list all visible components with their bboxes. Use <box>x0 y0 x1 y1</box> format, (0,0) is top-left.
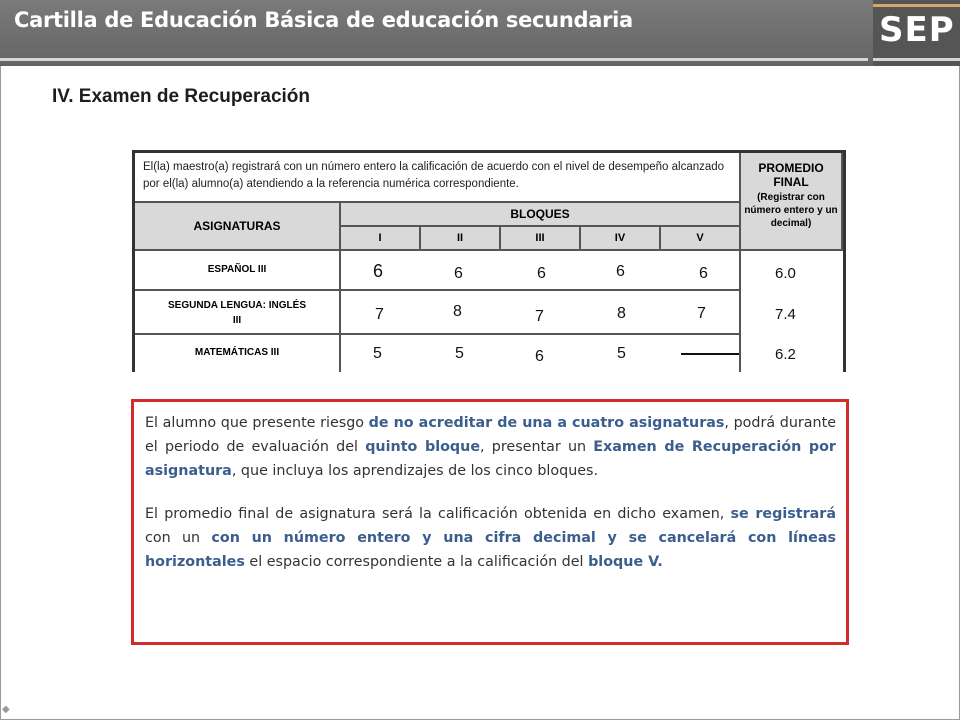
notice-text: el espacio correspondiente a la calificación del <box>244 554 589 570</box>
section-title: IV. Examen de Recuperación <box>52 86 311 107</box>
notice-box <box>131 399 849 645</box>
grade-espanol-2: 6 <box>454 265 463 282</box>
grade-espanol-1: 6 <box>373 261 384 281</box>
subject-matematicas: MATEMÁTICAS III <box>135 335 341 372</box>
grade-espanol-3: 6 <box>537 265 546 282</box>
grade-table <box>132 150 846 372</box>
promedio-title: PROMEDIO FINAL <box>758 161 824 189</box>
notice-text: El promedio final de asignatura será la calificación obtenida en dicho examen, <box>145 506 731 522</box>
notice-highlight: bloque V. <box>588 554 663 570</box>
final-ingles: 7.4 <box>775 306 796 323</box>
table-description: El(la) maestro(a) registrará con un número entero la calificación de acuerdo con el nivel de desempeño alcanzado por el(la) alumno(a) atendiendo a la referencia numérica correspondiente. <box>135 153 741 203</box>
notice-highlight: se registrará <box>730 506 836 522</box>
notice-paragraph-2 <box>145 502 836 574</box>
grade-matematicas-2: 5 <box>455 345 464 362</box>
notice-highlight: Examen de Recuperación por asignatura <box>145 439 836 479</box>
bloque-header-5: V <box>661 227 741 251</box>
bloques-header: BLOQUES <box>341 203 741 227</box>
subject-ingles: SEGUNDA LENGUA: INGLÉS III <box>135 291 341 335</box>
notice-text: con un <box>145 530 212 546</box>
notice-highlight: quinto bloque <box>365 439 481 455</box>
grade-ingles-2: 8 <box>453 303 462 320</box>
grade-ingles-3: 7 <box>535 308 544 325</box>
slide-corner-icon: ◆ <box>2 704 10 715</box>
header-title: Cartilla de Educación Básica de educación secundaria <box>14 8 633 32</box>
grade-ingles-4: 8 <box>617 305 626 322</box>
sep-logo <box>873 0 960 66</box>
final-matematicas: 6.2 <box>775 346 796 363</box>
grade-espanol-4: 6 <box>616 263 625 280</box>
grade-matematicas-4: 5 <box>617 345 626 362</box>
cancel-line <box>681 353 739 355</box>
asignaturas-header: ASIGNATURAS <box>135 203 341 251</box>
grade-matematicas-3: 6 <box>535 348 544 365</box>
notice-text: , que incluya los aprendizajes de los cinco bloques. <box>231 463 599 479</box>
promedio-note: (Registrar con número entero y un decimal) <box>744 192 838 229</box>
grade-ingles-5: 7 <box>697 305 706 322</box>
notice-text: , podrá durante el periodo de evaluación del <box>145 415 836 455</box>
header-bar <box>0 0 960 66</box>
notice-text: El alumno que presente riesgo <box>145 415 369 431</box>
bloque-header-2: II <box>421 227 501 251</box>
notice-highlight: con un número entero y una cifra decimal y se cancelará con líneas horizontales <box>145 530 836 570</box>
subject-espanol: ESPAÑOL III <box>135 251 341 291</box>
notice-paragraph-1 <box>145 411 836 483</box>
logo-accent-bar <box>873 4 960 7</box>
bloque-header-1: I <box>341 227 421 251</box>
bloque-header-4: IV <box>581 227 661 251</box>
sep-logo-text: SEP <box>879 10 955 50</box>
bloque-header-3: III <box>501 227 581 251</box>
logo-divider <box>873 58 960 61</box>
final-espanol: 6.0 <box>775 265 796 282</box>
header-divider <box>0 58 868 61</box>
notice-highlight: de no acreditar de una a cuatro asignaturas <box>368 415 725 431</box>
grade-matematicas-1: 5 <box>373 345 382 362</box>
grade-espanol-5: 6 <box>699 265 708 282</box>
promedio-header <box>741 153 843 251</box>
notice-text: , presentar un <box>480 439 594 455</box>
grade-ingles-1: 7 <box>375 306 384 323</box>
